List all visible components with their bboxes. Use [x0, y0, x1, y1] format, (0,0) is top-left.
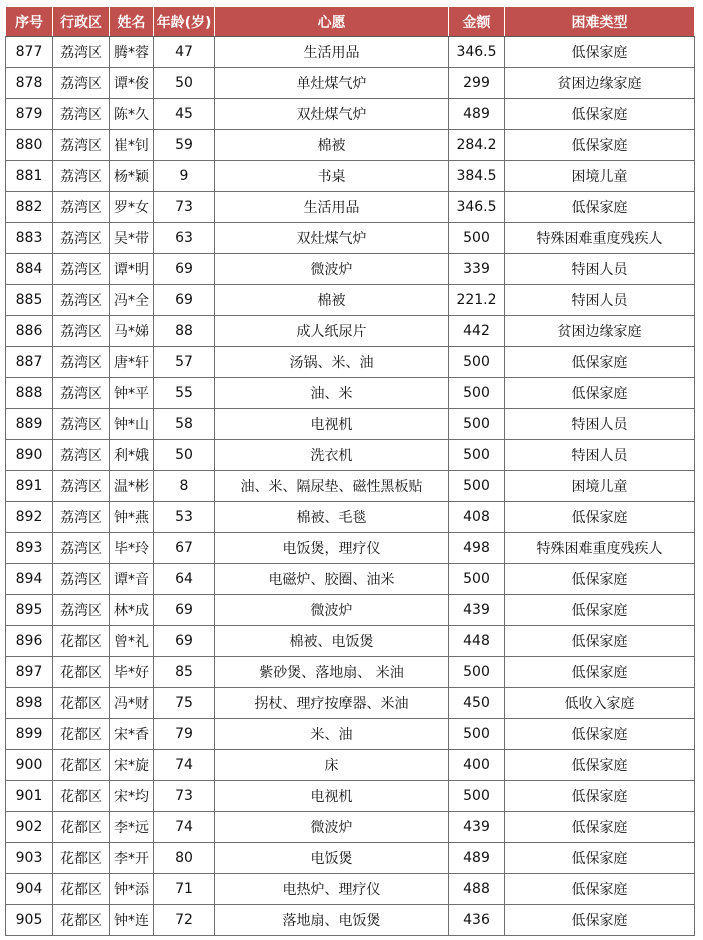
- cell-hardship-type: 低保家庭: [505, 781, 695, 812]
- cell-amount: 500: [449, 719, 505, 750]
- cell-wish: 微波炉: [215, 812, 449, 843]
- cell-amount: 500: [449, 378, 505, 409]
- cell-serial-no: 899: [6, 719, 53, 750]
- cell-age: 73: [154, 192, 215, 223]
- cell-name: 谭*明: [110, 254, 154, 285]
- cell-amount: 221.2: [449, 285, 505, 316]
- cell-name: 杨*颖: [110, 161, 154, 192]
- cell-age: 74: [154, 750, 215, 781]
- cell-district: 花都区: [53, 688, 110, 719]
- table-row: [6, 161, 695, 192]
- cell-amount: 500: [449, 564, 505, 595]
- cell-amount: 339: [449, 254, 505, 285]
- cell-hardship-type: 低保家庭: [505, 99, 695, 130]
- cell-district: 花都区: [53, 781, 110, 812]
- cell-amount: 450: [449, 688, 505, 719]
- cell-wish: 双灶煤气炉: [215, 99, 449, 130]
- cell-district: 花都区: [53, 626, 110, 657]
- cell-hardship-type: 特困人员: [505, 285, 695, 316]
- cell-district: 花都区: [53, 874, 110, 905]
- cell-wish: 电视机: [215, 409, 449, 440]
- cell-name: 温*彬: [110, 471, 154, 502]
- cell-name: 陈*久: [110, 99, 154, 130]
- cell-wish: 生活用品: [215, 192, 449, 223]
- cell-serial-no: 887: [6, 347, 53, 378]
- header-name: 姓名: [110, 7, 154, 37]
- cell-age: 45: [154, 99, 215, 130]
- cell-name: 冯*全: [110, 285, 154, 316]
- cell-district: 荔湾区: [53, 37, 110, 68]
- header-serial-no: 序号: [6, 7, 53, 37]
- cell-amount: 384.5: [449, 161, 505, 192]
- cell-hardship-type: 特困人员: [505, 440, 695, 471]
- cell-wish: 油、米、隔尿垫、磁性黑板贴: [215, 471, 449, 502]
- cell-age: 63: [154, 223, 215, 254]
- cell-hardship-type: 低保家庭: [505, 130, 695, 161]
- table-row: [6, 781, 695, 812]
- table-row: [6, 843, 695, 874]
- cell-age: 80: [154, 843, 215, 874]
- cell-amount: 442: [449, 316, 505, 347]
- cell-name: 林*成: [110, 595, 154, 626]
- table-row: [6, 378, 695, 409]
- cell-wish: 棉被: [215, 285, 449, 316]
- cell-wish: 电磁炉、胶圈、油米: [215, 564, 449, 595]
- cell-district: 花都区: [53, 905, 110, 936]
- cell-serial-no: 881: [6, 161, 53, 192]
- cell-serial-no: 878: [6, 68, 53, 99]
- cell-age: 64: [154, 564, 215, 595]
- cell-wish: 电热炉、理疗仪: [215, 874, 449, 905]
- cell-district: 荔湾区: [53, 316, 110, 347]
- cell-hardship-type: 特困人员: [505, 409, 695, 440]
- cell-hardship-type: 低保家庭: [505, 874, 695, 905]
- table-row: [6, 874, 695, 905]
- table-row: [6, 657, 695, 688]
- cell-name: 利*娥: [110, 440, 154, 471]
- cell-age: 58: [154, 409, 215, 440]
- table-row: [6, 440, 695, 471]
- cell-name: 钟*山: [110, 409, 154, 440]
- table-row: [6, 254, 695, 285]
- table-row: [6, 130, 695, 161]
- table-row: [6, 688, 695, 719]
- cell-wish: 成人纸尿片: [215, 316, 449, 347]
- cell-name: 钟*平: [110, 378, 154, 409]
- cell-serial-no: 902: [6, 812, 53, 843]
- cell-name: 钟*添: [110, 874, 154, 905]
- cell-name: 谭*俊: [110, 68, 154, 99]
- cell-hardship-type: 低收入家庭: [505, 688, 695, 719]
- cell-hardship-type: 低保家庭: [505, 595, 695, 626]
- cell-district: 花都区: [53, 750, 110, 781]
- cell-wish: 紫砂煲、落地扇、 米油: [215, 657, 449, 688]
- cell-name: 马*娣: [110, 316, 154, 347]
- cell-serial-no: 898: [6, 688, 53, 719]
- cell-hardship-type: 低保家庭: [505, 378, 695, 409]
- table-row: [6, 502, 695, 533]
- cell-district: 荔湾区: [53, 378, 110, 409]
- cell-wish: 床: [215, 750, 449, 781]
- table-row: [6, 347, 695, 378]
- header-amount: 金额: [449, 7, 505, 37]
- cell-age: 69: [154, 285, 215, 316]
- wish-list-table: [5, 6, 695, 936]
- cell-district: 荔湾区: [53, 68, 110, 99]
- table-row: [6, 719, 695, 750]
- cell-hardship-type: 特殊困难重度残疾人: [505, 223, 695, 254]
- cell-district: 花都区: [53, 812, 110, 843]
- cell-district: 荔湾区: [53, 595, 110, 626]
- cell-district: 荔湾区: [53, 533, 110, 564]
- cell-district: 荔湾区: [53, 502, 110, 533]
- cell-serial-no: 897: [6, 657, 53, 688]
- cell-age: 69: [154, 595, 215, 626]
- cell-hardship-type: 低保家庭: [505, 37, 695, 68]
- cell-age: 85: [154, 657, 215, 688]
- table-row: [6, 37, 695, 68]
- cell-amount: 500: [449, 781, 505, 812]
- cell-hardship-type: 低保家庭: [505, 192, 695, 223]
- cell-serial-no: 889: [6, 409, 53, 440]
- cell-hardship-type: 特殊困难重度残疾人: [505, 533, 695, 564]
- cell-serial-no: 893: [6, 533, 53, 564]
- cell-age: 59: [154, 130, 215, 161]
- cell-age: 57: [154, 347, 215, 378]
- cell-wish: 微波炉: [215, 254, 449, 285]
- cell-amount: 400: [449, 750, 505, 781]
- cell-wish: 落地扇、电饭煲: [215, 905, 449, 936]
- cell-name: 李*远: [110, 812, 154, 843]
- cell-district: 荔湾区: [53, 564, 110, 595]
- cell-serial-no: 883: [6, 223, 53, 254]
- cell-age: 88: [154, 316, 215, 347]
- cell-name: 李*开: [110, 843, 154, 874]
- table-row: [6, 192, 695, 223]
- cell-wish: 电视机: [215, 781, 449, 812]
- cell-amount: 284.2: [449, 130, 505, 161]
- cell-serial-no: 888: [6, 378, 53, 409]
- cell-serial-no: 900: [6, 750, 53, 781]
- cell-serial-no: 884: [6, 254, 53, 285]
- cell-name: 宋*旋: [110, 750, 154, 781]
- header-row: [6, 7, 695, 37]
- table-row: [6, 223, 695, 254]
- cell-hardship-type: 低保家庭: [505, 502, 695, 533]
- cell-hardship-type: 低保家庭: [505, 347, 695, 378]
- cell-hardship-type: 低保家庭: [505, 657, 695, 688]
- cell-name: 谭*音: [110, 564, 154, 595]
- cell-hardship-type: 低保家庭: [505, 626, 695, 657]
- header-district: 行政区: [53, 7, 110, 37]
- cell-serial-no: 886: [6, 316, 53, 347]
- cell-amount: 346.5: [449, 192, 505, 223]
- cell-name: 钟*燕: [110, 502, 154, 533]
- cell-district: 荔湾区: [53, 99, 110, 130]
- cell-serial-no: 882: [6, 192, 53, 223]
- cell-hardship-type: 贫困边缘家庭: [505, 68, 695, 99]
- cell-amount: 500: [449, 223, 505, 254]
- table-row: [6, 750, 695, 781]
- cell-district: 荔湾区: [53, 347, 110, 378]
- table-row: [6, 533, 695, 564]
- header-wish: 心愿: [215, 7, 449, 37]
- cell-name: 曾*礼: [110, 626, 154, 657]
- cell-wish: 拐杖、理疗按摩器、米油: [215, 688, 449, 719]
- cell-serial-no: 880: [6, 130, 53, 161]
- cell-district: 荔湾区: [53, 192, 110, 223]
- cell-serial-no: 905: [6, 905, 53, 936]
- table-row: [6, 471, 695, 502]
- cell-amount: 346.5: [449, 37, 505, 68]
- cell-name: 吴*带: [110, 223, 154, 254]
- table-row: [6, 626, 695, 657]
- cell-serial-no: 896: [6, 626, 53, 657]
- cell-amount: 500: [449, 409, 505, 440]
- cell-serial-no: 903: [6, 843, 53, 874]
- cell-amount: 500: [449, 657, 505, 688]
- cell-amount: 489: [449, 843, 505, 874]
- cell-wish: 双灶煤气炉: [215, 223, 449, 254]
- cell-hardship-type: 困境儿童: [505, 471, 695, 502]
- cell-age: 55: [154, 378, 215, 409]
- cell-wish: 生活用品: [215, 37, 449, 68]
- cell-hardship-type: 低保家庭: [505, 843, 695, 874]
- table-row: [6, 564, 695, 595]
- cell-serial-no: 894: [6, 564, 53, 595]
- cell-amount: 439: [449, 595, 505, 626]
- cell-district: 荔湾区: [53, 130, 110, 161]
- cell-serial-no: 895: [6, 595, 53, 626]
- cell-serial-no: 885: [6, 285, 53, 316]
- cell-age: 79: [154, 719, 215, 750]
- cell-amount: 408: [449, 502, 505, 533]
- cell-serial-no: 901: [6, 781, 53, 812]
- cell-district: 花都区: [53, 657, 110, 688]
- cell-wish: 棉被: [215, 130, 449, 161]
- cell-amount: 500: [449, 347, 505, 378]
- cell-wish: 书桌: [215, 161, 449, 192]
- cell-wish: 汤锅、米、油: [215, 347, 449, 378]
- cell-age: 69: [154, 254, 215, 285]
- cell-name: 钟*连: [110, 905, 154, 936]
- cell-amount: 489: [449, 99, 505, 130]
- cell-hardship-type: 特困人员: [505, 254, 695, 285]
- cell-amount: 448: [449, 626, 505, 657]
- cell-hardship-type: 低保家庭: [505, 564, 695, 595]
- cell-age: 47: [154, 37, 215, 68]
- cell-amount: 488: [449, 874, 505, 905]
- cell-age: 53: [154, 502, 215, 533]
- cell-district: 荔湾区: [53, 254, 110, 285]
- table-row: [6, 595, 695, 626]
- cell-wish: 电饭煲，理疗仪: [215, 533, 449, 564]
- cell-serial-no: 877: [6, 37, 53, 68]
- cell-district: 荔湾区: [53, 471, 110, 502]
- cell-hardship-type: 低保家庭: [505, 812, 695, 843]
- cell-amount: 439: [449, 812, 505, 843]
- cell-age: 72: [154, 905, 215, 936]
- cell-age: 8: [154, 471, 215, 502]
- cell-district: 荔湾区: [53, 285, 110, 316]
- cell-hardship-type: 低保家庭: [505, 905, 695, 936]
- table-row: [6, 409, 695, 440]
- table-row: [6, 812, 695, 843]
- cell-age: 71: [154, 874, 215, 905]
- cell-age: 67: [154, 533, 215, 564]
- table-row: [6, 905, 695, 936]
- cell-district: 花都区: [53, 719, 110, 750]
- cell-amount: 500: [449, 440, 505, 471]
- cell-wish: 电饭煲: [215, 843, 449, 874]
- header-hardship-type: 困难类型: [505, 7, 695, 37]
- cell-name: 宋*香: [110, 719, 154, 750]
- cell-serial-no: 879: [6, 99, 53, 130]
- table-row: [6, 316, 695, 347]
- cell-age: 69: [154, 626, 215, 657]
- cell-hardship-type: 低保家庭: [505, 719, 695, 750]
- cell-amount: 498: [449, 533, 505, 564]
- cell-district: 荔湾区: [53, 223, 110, 254]
- cell-district: 荔湾区: [53, 440, 110, 471]
- cell-serial-no: 892: [6, 502, 53, 533]
- table-row: [6, 99, 695, 130]
- cell-age: 9: [154, 161, 215, 192]
- cell-name: 冯*财: [110, 688, 154, 719]
- header-age: 年龄(岁): [154, 7, 215, 37]
- cell-name: 腾*蓉: [110, 37, 154, 68]
- cell-amount: 436: [449, 905, 505, 936]
- cell-serial-no: 904: [6, 874, 53, 905]
- cell-name: 宋*均: [110, 781, 154, 812]
- table-row: [6, 68, 695, 99]
- cell-name: 唐*轩: [110, 347, 154, 378]
- cell-age: 73: [154, 781, 215, 812]
- cell-age: 50: [154, 440, 215, 471]
- cell-wish: 油、米: [215, 378, 449, 409]
- cell-wish: 棉被、毛毯: [215, 502, 449, 533]
- cell-serial-no: 891: [6, 471, 53, 502]
- cell-amount: 299: [449, 68, 505, 99]
- table-row: [6, 285, 695, 316]
- cell-amount: 500: [449, 471, 505, 502]
- cell-name: 罗*女: [110, 192, 154, 223]
- cell-district: 花都区: [53, 843, 110, 874]
- cell-hardship-type: 低保家庭: [505, 750, 695, 781]
- cell-hardship-type: 贫困边缘家庭: [505, 316, 695, 347]
- cell-wish: 洗衣机: [215, 440, 449, 471]
- cell-age: 75: [154, 688, 215, 719]
- cell-district: 荔湾区: [53, 161, 110, 192]
- cell-serial-no: 890: [6, 440, 53, 471]
- cell-wish: 米、油: [215, 719, 449, 750]
- cell-wish: 棉被、电饭煲: [215, 626, 449, 657]
- cell-age: 50: [154, 68, 215, 99]
- cell-name: 毕*好: [110, 657, 154, 688]
- cell-name: 崔*钊: [110, 130, 154, 161]
- cell-wish: 微波炉: [215, 595, 449, 626]
- cell-wish: 单灶煤气炉: [215, 68, 449, 99]
- cell-age: 74: [154, 812, 215, 843]
- cell-hardship-type: 困境儿童: [505, 161, 695, 192]
- cell-district: 荔湾区: [53, 409, 110, 440]
- cell-name: 毕*玲: [110, 533, 154, 564]
